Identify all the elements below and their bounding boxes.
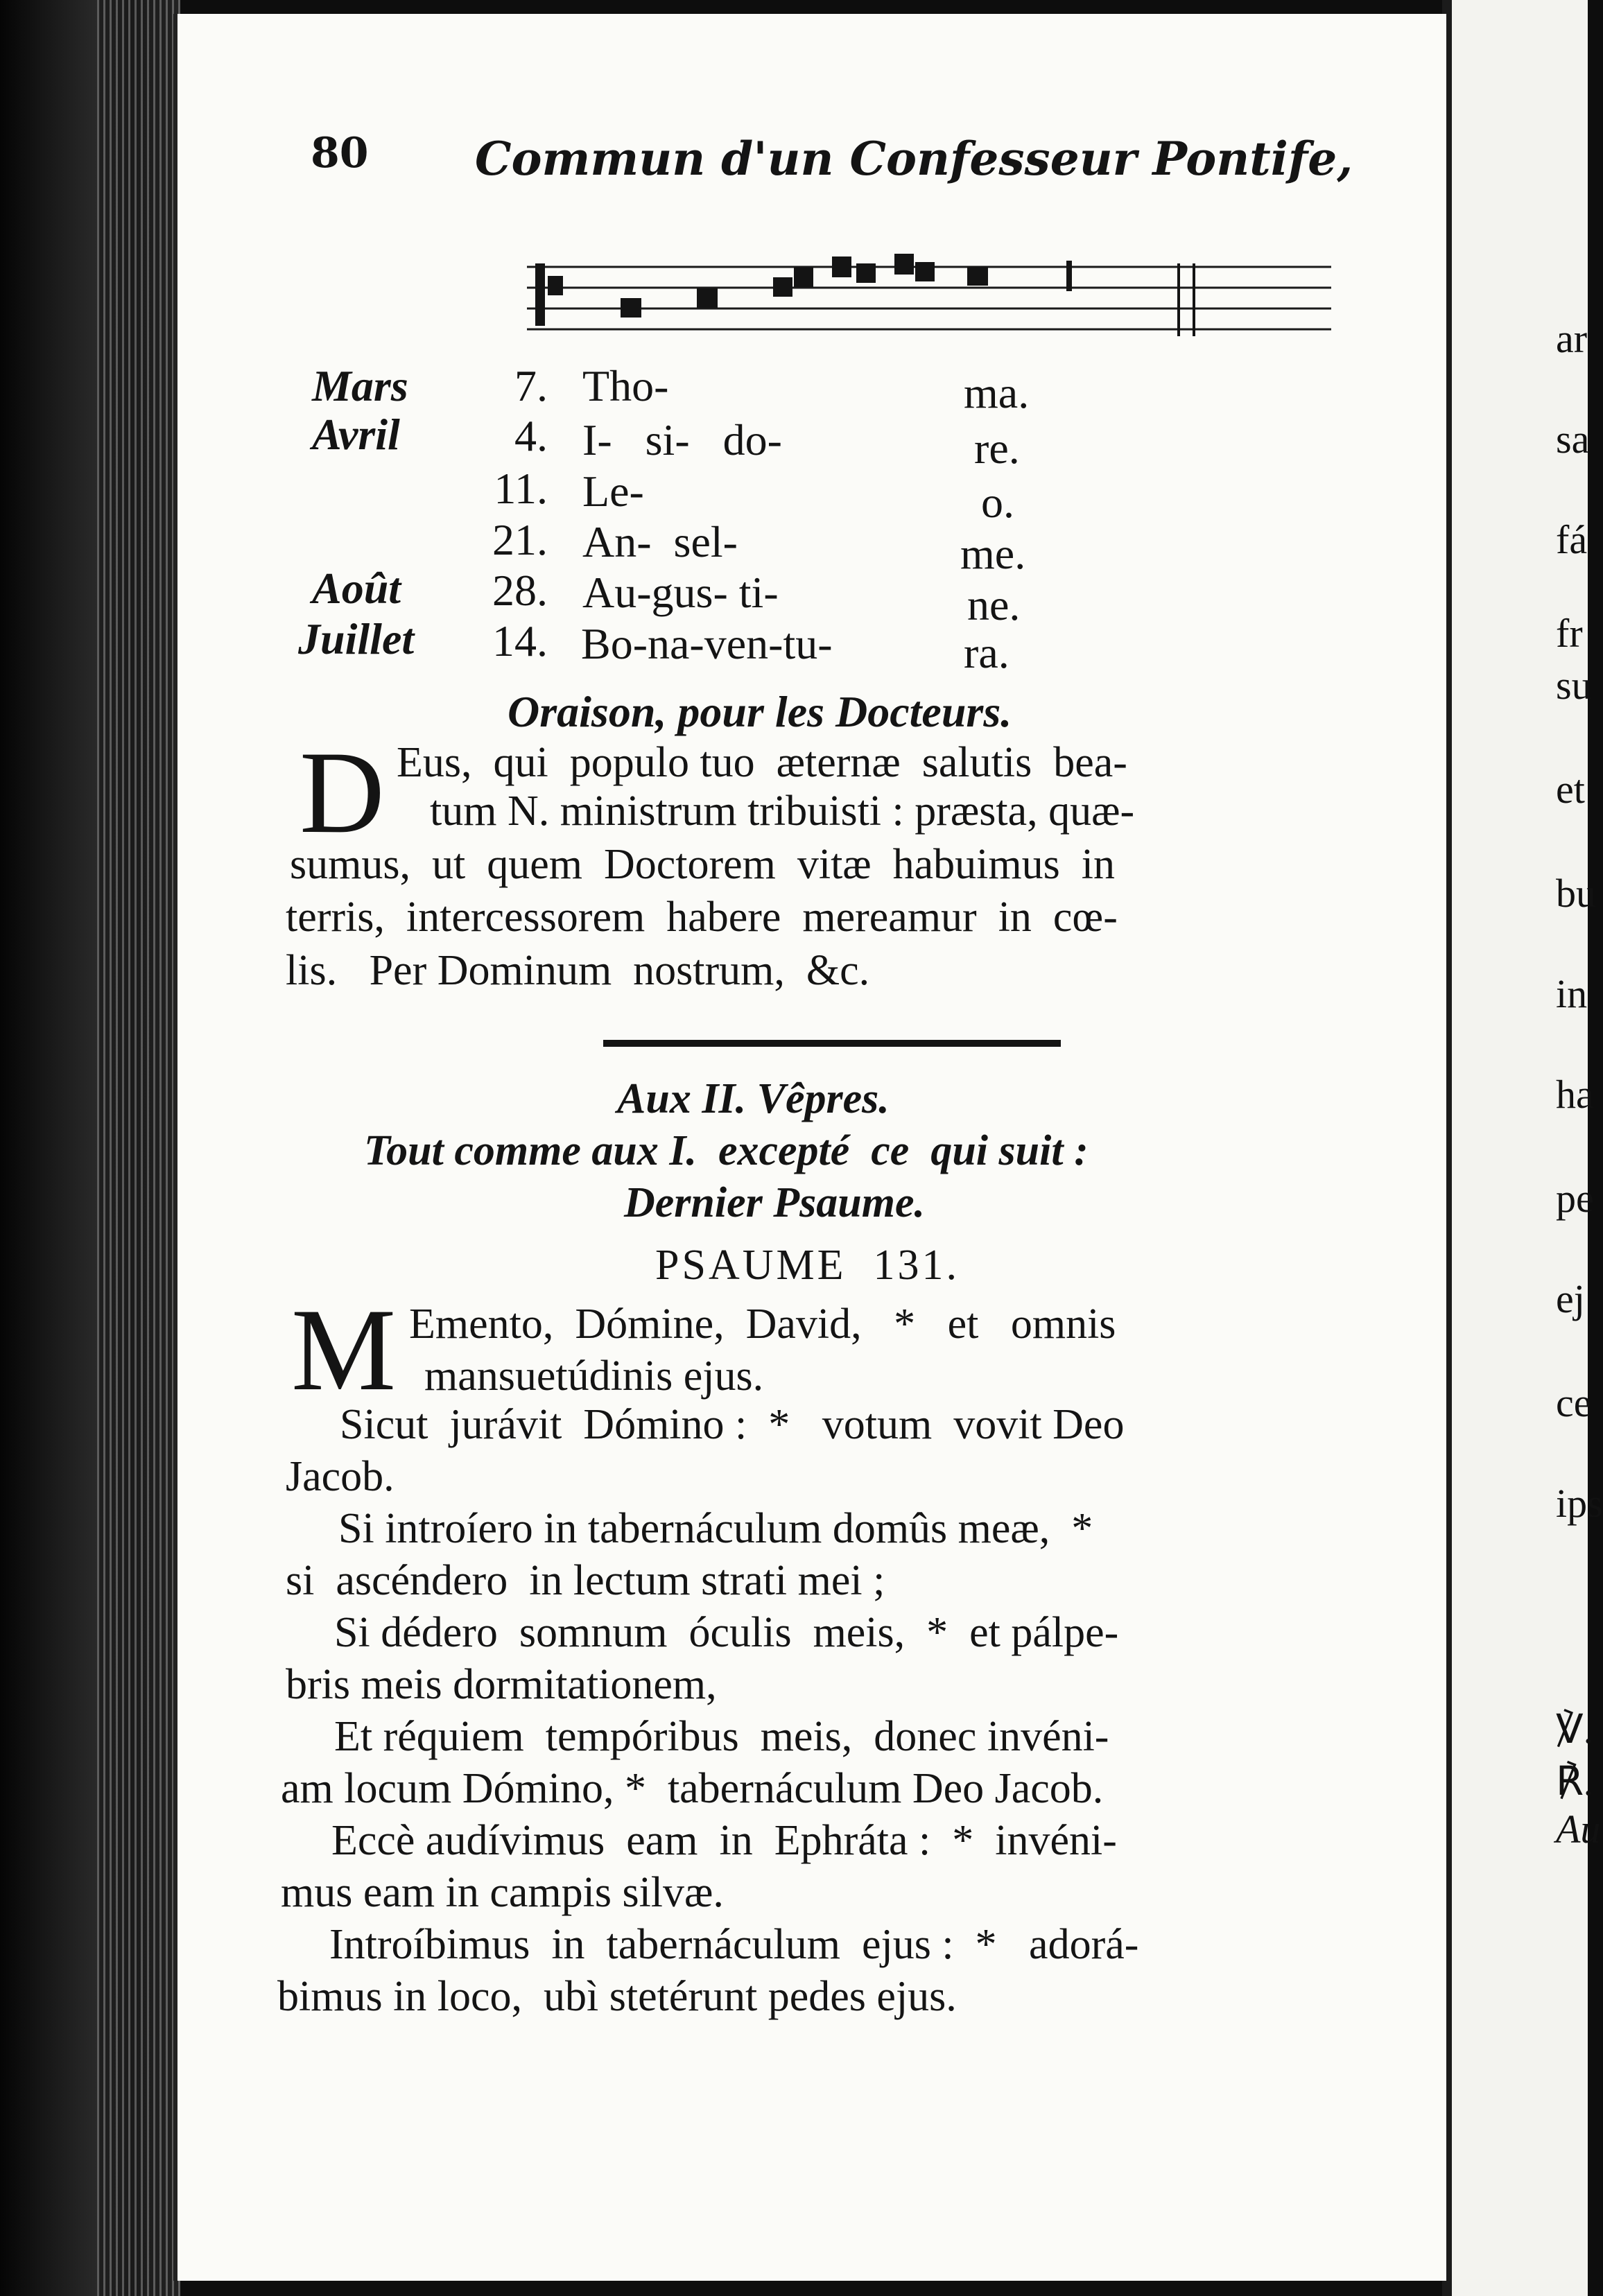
- calendar-ending: ne.: [967, 580, 1021, 629]
- psalm-line: Et réquiem tempóribus meis, donec invéni-: [334, 1713, 1109, 1760]
- facing-fragment: ips: [1556, 1481, 1603, 1526]
- calendar-ending: ma.: [964, 368, 1030, 417]
- facing-fragment: pe: [1556, 1176, 1594, 1221]
- oraison-line: lis. Per Dominum nostrum, &c.: [286, 947, 870, 994]
- page-edges: [97, 0, 180, 2296]
- psalm-line: mus eam in campis silvæ.: [281, 1869, 724, 1916]
- calendar-ending: re.: [974, 424, 1020, 473]
- facing-fragment: ce: [1556, 1380, 1592, 1425]
- calendar-day: 11.: [494, 464, 548, 513]
- oraison-line: Eus, qui populo tuo æternæ salutis bea-: [397, 739, 1127, 786]
- facing-fragment: sa: [1556, 417, 1590, 462]
- psalm-dropcap: M: [291, 1285, 397, 1415]
- calendar-ending: o.: [981, 478, 1014, 527]
- calendar-month: Août: [312, 564, 401, 613]
- facing-fragment: et: [1556, 767, 1585, 812]
- running-title: Commun d'un Confesseur Pontife,: [475, 132, 1353, 186]
- vespres-title: Aux II. Vêpres.: [617, 1075, 890, 1122]
- calendar-day: 14.: [492, 616, 548, 666]
- psalm-line: Si introíero in tabernáculum domûs meæ, *: [338, 1505, 1093, 1552]
- calendar-syllables: I- si- do-: [582, 415, 782, 464]
- psalm-line: mansuetúdinis ejus.: [424, 1353, 764, 1400]
- facing-fragment: ej: [1556, 1276, 1585, 1321]
- facing-fragment: fá: [1556, 517, 1588, 562]
- chant-staff: [527, 250, 1331, 347]
- facing-fragment: Au: [1556, 1807, 1601, 1852]
- psalm-heading: PSAUME 131.: [655, 1242, 960, 1289]
- psalm-line: Introíbimus in tabernáculum ejus : * adorá-: [329, 1921, 1139, 1968]
- calendar-day: 4.: [514, 411, 548, 460]
- oraison-line: sumus, ut quem Doctorem vitæ habuimus in: [290, 841, 1115, 888]
- calendar-syllables: An- sel-: [582, 517, 738, 566]
- facing-fragment: su: [1556, 663, 1592, 708]
- oraison-title: Oraison, pour les Docteurs.: [508, 687, 1012, 736]
- oraison-line: tum N. ministrum tribuisti : præsta, quæ-: [430, 788, 1135, 835]
- vespres-subtitle-2: Dernier Psaume.: [624, 1179, 925, 1226]
- calendar-day: 21.: [492, 515, 548, 564]
- calendar-ending: me.: [960, 529, 1026, 578]
- facing-fragment: ℟.: [1556, 1759, 1594, 1804]
- facing-fragment: ha: [1556, 1072, 1594, 1117]
- facing-fragment: in: [1556, 971, 1588, 1016]
- calendar-syllables: Tho-: [582, 361, 669, 410]
- psalm-line: Emento, Dómine, David, * et omnis: [409, 1301, 1116, 1348]
- facing-fragment: fr: [1556, 611, 1583, 656]
- psalm-line: si ascéndero in lectum strati mei ;: [286, 1557, 885, 1604]
- psalm-line: Eccè audívimus eam in Ephráta : * invéni-: [331, 1817, 1117, 1864]
- psalm-line: am locum Dómino, * tabernáculum Deo Jacob.: [281, 1765, 1104, 1812]
- section-divider: [603, 1040, 1061, 1047]
- vespres-subtitle: Tout comme aux I. excepté ce qui suit :: [364, 1127, 1089, 1174]
- psalm-line: bris meis dormitationem,: [286, 1661, 717, 1708]
- facing-fragment: bu: [1556, 871, 1596, 916]
- facing-fragment: ℣.: [1556, 1707, 1594, 1752]
- oraison-dropcap: D: [300, 727, 385, 858]
- calendar-month: Mars: [312, 361, 408, 410]
- calendar-syllables: Bo-na-ven-tu-: [581, 619, 833, 668]
- calendar-day: 7.: [514, 361, 548, 410]
- calendar-month: Avril: [312, 410, 400, 459]
- psalm-line: bimus in loco, ubì stetérunt pedes ejus.: [277, 1973, 957, 2020]
- calendar-ending: ra.: [964, 628, 1010, 677]
- psalm-line: Si dédero somnum óculis meis, * et pálpe-: [334, 1609, 1119, 1656]
- psalm-line: Jacob.: [286, 1453, 395, 1500]
- page-number: 80: [311, 129, 369, 177]
- facing-page: [1442, 0, 1603, 2296]
- oraison-line: terris, intercessorem habere mereamur in cœ-: [286, 894, 1118, 941]
- calendar-syllables: Au-gus- ti-: [582, 568, 779, 617]
- calendar-month: Juillet: [298, 614, 415, 663]
- facing-fragment: ar: [1556, 316, 1588, 361]
- psalm-line: Sicut jurávit Dómino : * votum vovit Deo: [340, 1401, 1125, 1448]
- calendar-day: 28.: [492, 566, 548, 615]
- calendar-syllables: Le-: [582, 467, 644, 516]
